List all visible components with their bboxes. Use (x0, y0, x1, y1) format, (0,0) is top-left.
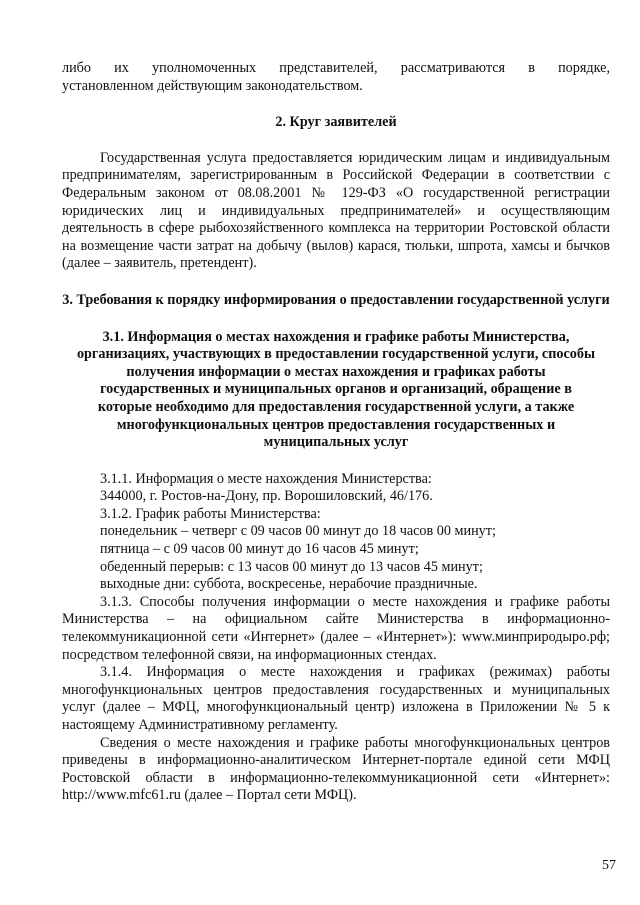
schedule-mon-thu: понедельник – четверг с 09 часов 00 минут до 18 часов 00 минут; (100, 523, 496, 540)
intro-line-1: либо их уполномоченных представителей, рассматриваются в порядке, (62, 60, 610, 76)
item-3-1-3: 3.1.3. Способы получения информации о месте нахождения и графике работы Министерства – на официальном сайте Министерства в информационно-телекоммуникационной сети «Интернет» (далее – «Интернет»): www.минприродыро.рф; посредством телефонной связи, на информационных стендах. (62, 593, 610, 663)
item-3-1-4: 3.1.4. Информация о месте нахождения и графиках (режимах) работы многофункциональных центров предоставления государственных и муниципальных услуг (далее – МФЦ, многофункциональный центр) изложена в Приложении № 5 к настоящему Административному регламенту. (62, 664, 610, 733)
document-body (62, 60, 610, 805)
intro-line-2: установленном действующим законодательством. (62, 77, 363, 94)
section-3-1-heading: 3.1. Информация о местах нахождения и графике работы Министерства, организациях, участвующих в предоставлении государственной услуги, способы получения информации о местах нахождения и графиках работы государственных и муниципальных органов и организаций, обращение в которые необходимо для предоставления государственной услуги, а также многофункциональных центров предоставления государственных и муниципальных услуг (76, 328, 596, 451)
item-3-1-2: 3.1.2. График работы Министерства: (100, 505, 321, 522)
schedule-lunch: обеденный перерыв: с 13 часов 00 минут до 13 часов 45 минут; (100, 558, 483, 575)
schedule-weekend: выходные дни: суббота, воскресенье, нерабочие праздничные. (100, 576, 478, 593)
section-3-heading: 3. Требования к порядку информирования о предоставлении государственной услуги (62, 291, 610, 308)
section-2-paragraph: Государственная услуга предоставляется юридическим лицам и индивидуальным предпринимателям, зарегистрированным в Российской Федерации в соответствии с Федеральным законом от 08.08.2001 № 129-ФЗ «О государственной регистрации юридических лиц и индивидуальных предпринимателей» и осуществляющим деятельность в сфере рыбохозяйственного комплекса на территории Ростовской области на возмещение части затрат на добычу (вылов) карася, тюльки, шпрота, хамсы и бычков (далее – заявитель, претендент). (62, 149, 610, 272)
section-2-heading: 2. Круг заявителей (275, 114, 397, 131)
ministry-address: 344000, г. Ростов-на-Дону, пр. Ворошиловский, 46/176. (100, 488, 433, 505)
mfc-info-paragraph: Сведения о месте нахождения и графике работы многофункциональных центров приведены в информационно-аналитическом Интернет-портале единой сети МФЦ Ростовской области в информационно-телекоммуникационной сети «Интернет»: http://www.mfc61.ru (далее – Портал сети МФЦ). (62, 734, 610, 804)
page-number: 57 (602, 858, 616, 873)
item-3-1-1: 3.1.1. Информация о месте нахождения Министерства: (100, 470, 432, 487)
schedule-friday: пятница – с 09 часов 00 минут до 16 часов 45 минут; (100, 541, 419, 558)
